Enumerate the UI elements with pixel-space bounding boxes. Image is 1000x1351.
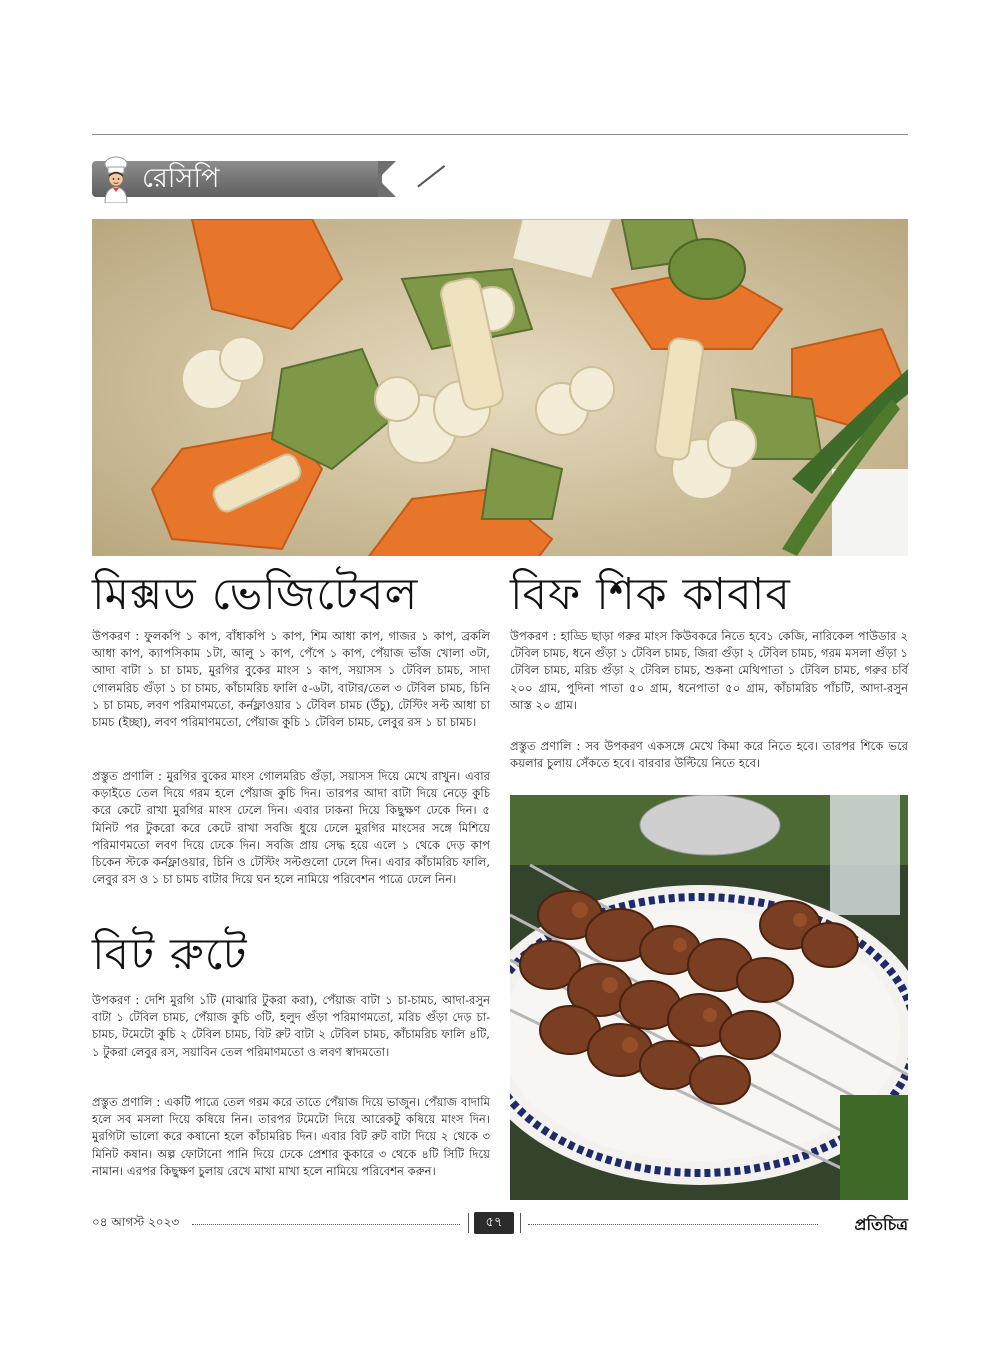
issue-date: ০৪ আগস্ট ২০২৩ (92, 1215, 180, 1229)
ingredients-text: হাড্ডি ছাড়া গরুর মাংস কিউবকরে নিতে হবে১ কেজি, নারিকেল পাউডার ২ টেবিল চামচ, ধনে গুঁড়া ১ টেবিল চামচ, জিরা গুঁড়া ২ টেবিল চামচ, গরম মসলা গুঁড়া ১ টেবিল চামচ, মরিচ গুঁড়া ২ টেবিল চামচ, শুকনা মেথিপাতা ১ টেবিল চামচ, গরুর চর্বি ২০০ গ্রাম, পুদিনা পাতা ৫০ গ্রাম, ধনেপাতা ৫০ গ্রাম, কাঁচামরিচ পাঁচটি, আদা-রসুন আস্ত ২০ গ্রাম। (510, 629, 908, 712)
footer-divider-left (468, 1213, 469, 1233)
beef-kabab-method (510, 738, 908, 772)
section-label: রেসিপি (142, 163, 220, 194)
ingredients-text: ফুলকপি ১ কাপ, বাঁধাকপি ১ কাপ, শিম আধা কাপ, গাজর ১ কাপ, ব্রকলি আধা কাপ, ক্যাপসিকাম ১টা, আলু ১ কাপ, পেঁপে ১ কাপ, পেঁয়াজ ভাঁজ খোলা ৩টা, আদা বাটা ১ চা চামচ, মুরগির বুকের মাংস ১ কাপ, সয়াসস ১ টেবিল চামচ, সাদা গোলমরিচ গুঁড়া ১ চা চামচ, কাঁচামরিচ ফালি ৫-৬টা, বাটার/তেল ৩ টেবিল চামচ, চিনি ১ চা চামচ, লবণ পরিমাণমতো, কর্নফ্লাওয়ার ১ টেবিল চামচ (উঁচু), টেস্টিং সল্ট আধা চা চামচ (ইচ্ছা), লবণ পরিমাণমতো, পেঁয়াজ কুচি ১ টেবিল চামচ, লেবুর রস ১ চা চামচ। (92, 629, 491, 730)
page-footer (92, 1212, 908, 1236)
footer-divider-right (520, 1213, 521, 1233)
method-label: প্রস্তুত প্রণালি : (92, 769, 162, 783)
beef-kabab-ingredients (510, 628, 908, 714)
method-text: সব উপকরণ একসঙ্গে মেখে কিমা করে নিতে হবে। তারপর শিকে ভরে কয়লার চুলায় সেঁকতে হবে। বারবার উল্টিয়ে নিতে হবে। (510, 739, 909, 771)
mixed-vegetable-photo (92, 219, 908, 556)
recipe-title-beet-ruti: বিট রুটে (92, 929, 248, 980)
method-label: প্রস্তুত প্রণালি : (510, 739, 581, 753)
ingredients-text: দেশি মুরগি ১টি (মাঝারি টুকরা করা), পেঁয়াজ বাটা ১ চা-চামচ, আদা-রসুন বাটা ১ টেবিল চামচ, পেঁয়াজ কুচি ৩টি, হলুদ গুঁড়া পরিমাণমতো, মরিচ গুঁড়া দেড় চা-চামচ, টমেটো কুচি ২ টেবিল চামচ, বিট রুট বাটা ২ টেবিল চামচ, কাঁচামরিচ ফালি ৪টি, ১ টুকরা লেবুর রস, সয়াবিন তেল পরিমাণমতো ও লবণ স্বাদমতো। (92, 993, 491, 1059)
page-number: ৫৭ (474, 1212, 514, 1234)
ingredients-label: উপকরণ : (92, 993, 140, 1007)
top-rule (92, 134, 908, 135)
beet-ruti-ingredients (92, 992, 490, 1061)
method-text: একটি পাত্রে তেল গরম করে তাতে পেঁয়াজ দিয়ে ভাজুন। পেঁয়াজ বাদামি হলে সব মসলা দিয়ে কষিয়ে নিন। তারপর টমেটো দিয়ে আরেকটু কষিয়ে মাংস দিন। মুরগিটা ভালো করে কষানো হলে কাঁচামরিচ দিন। এবার বিট রুট বাটা দিয়ে ২ থেকে ৩ মিনিট কষান। অল্প ফোটানো পানি দিয়ে ঢেকে প্রেশার কুকারে ৩ থেকে ৪টি সিটি দিয়ে নামান। এরপর কিছুক্ষণ চুলায় রেখে মাখা মাখা হলে নামিয়ে পরিবেশন করুন। (92, 1095, 491, 1178)
recipe-title-mixed-veg: মিক্সড ভেজিটেবল (92, 569, 419, 620)
banner-slash (417, 165, 445, 188)
ingredients-label: উপকরণ : (510, 629, 557, 643)
banner-tip (378, 161, 396, 197)
beet-ruti-method (92, 1094, 490, 1180)
recipe-title-beef-kabab: বিফ শিক কাবাব (510, 569, 791, 620)
beef-kabab-photo (510, 795, 908, 1200)
method-text: মুরগির বুকের মাংস গোলমরিচ গুঁড়া, সয়াসস দিয়ে মেখে রাখুন। এবার কড়াইতে তেল দিয়ে গরম হলে পেঁয়াজ কুচি দিন। তারপর আদা বাটা দিয়ে নেড়ে কুচি করে কেটে রাখা মুরগির মাংস ঢেলে দিন। এবার ঢাকনা দিয়ে কিছুক্ষণ ঢেকে দিন। ৫ মিনিট পর টুকরো করে কেটে রাখা সবজি ধুয়ে ঢেলে মুরগির মাংসের সঙ্গে মিশিয়ে পরিমাণমতো লবণ দিয়ে ঢেকে দিন। সবজি প্রায় সেদ্ধ হয়ে এলে ১ থেকে দেড় কাপ চিকেন স্টকে কর্নফ্লাওয়ার, চিনি ও টেস্টিং সল্টগুলো ঢেলে দিন। এবার কাঁচামরিচ ফালি, লেবুর রস ও ১ চা চামচ বাটার দিয়ে ঘন হলে নামিয়ে পরিবেশন পাত্রে ঢেলে নিন। (92, 769, 490, 887)
footer-dots-right (528, 1224, 818, 1225)
mixed-veg-method (92, 768, 490, 888)
footer-dots-left (192, 1224, 460, 1225)
mixed-veg-ingredients (92, 628, 490, 731)
publication-brand: প্রতিচিত্র (854, 1215, 908, 1234)
method-label: প্রস্তুত প্রণালি : (92, 1095, 161, 1109)
chef-icon (96, 155, 136, 203)
section-banner (92, 155, 392, 203)
ingredients-label: উপকরণ : (92, 629, 140, 643)
